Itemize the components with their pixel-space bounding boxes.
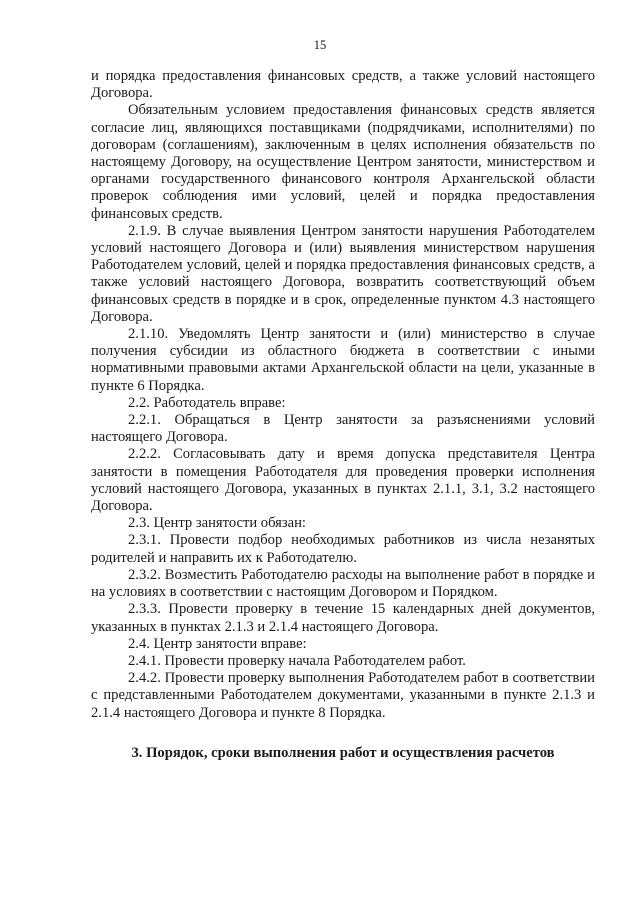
document-body bbox=[91, 68, 595, 762]
paragraph-clause-2-4-2: 2.4.2. Провести проверку выполнения Работодателем работ в соответствии с представленными Работодателем документами, указанными в пункте 2.1.3 и 2.1.4 настоящего Договора и пункте 8 Порядка. bbox=[91, 670, 595, 721]
page-number: 15 bbox=[313, 38, 327, 52]
paragraph-clause-2-2-1: 2.2.1. Обращаться в Центр занятости за разъяснениями условий настоящего Договора. bbox=[91, 412, 595, 446]
paragraph-clause-2-3: 2.3. Центр занятости обязан: bbox=[128, 515, 306, 532]
paragraph-clause-2-2: 2.2. Работодатель вправе: bbox=[128, 394, 286, 411]
paragraph-clause-2-3-1: 2.3.1. Провести подбор необходимых работников из числа незанятых родителей и направить их к Работодателю. bbox=[91, 532, 595, 566]
paragraph: и порядка предоставления финансовых средств, а также условий настоящего Договора. bbox=[91, 68, 595, 102]
paragraph-clause-2-2-2: 2.2.2. Согласовывать дату и время допуска представителя Центра занятости в помещения Работодателя для проведения проверки исполнения условий настоящего Договора, указанных в пунктах 2.1.1, 3.1, 3.2 настоящего Договора. bbox=[91, 446, 595, 515]
paragraph-clause-2-3-3: 2.3.3. Провести проверку в течение 15 календарных дней документов, указанных в пунктах 2.1.3 и 2.1.4 настоящего Договора. bbox=[91, 601, 595, 635]
paragraph-clause-2-4-1: 2.4.1. Провести проверку начала Работодателем работ. bbox=[128, 652, 466, 669]
paragraph-clause-2-1-10: 2.1.10. Уведомлять Центр занятости и (или) министерство в случае получения субсидии из областного бюджета в соответствии с иными нормативными правовыми актами Архангельской области на цели, указанные в пункте 6 Порядка. bbox=[91, 326, 595, 394]
paragraph: Обязательным условием предоставления финансовых средств является согласие лиц, являющихся поставщиками (подрядчиками, исполнителями) по договорам (соглашениям), заключенным в целях исполнения обязательств по настоящему Договору, на осуществление Центром занятости, министерством и органами государственного финансового контроля Архангельской области проверок соблюдения ими условий, целей и порядка предоставления финансовых средств. bbox=[91, 102, 595, 222]
paragraph-clause-2-4: 2.4. Центр занятости вправе: bbox=[128, 635, 307, 652]
paragraph-clause-2-1-9: 2.1.9. В случае выявления Центром занятости нарушения Работодателем условий настоящего Договора и (или) выявления министерством нарушения Работодателем условий, целей и порядка предоставления финансовых средств, а также условий настоящего Договора, возвратить соответствующий объем финансовых средств в порядке и в срок, определенные пунктом 4.3 настоящего Договора. bbox=[91, 222, 595, 325]
section-heading: 3. Порядок, сроки выполнения работ и осуществления расчетов bbox=[131, 744, 555, 761]
paragraph-clause-2-3-2: 2.3.2. Возместить Работодателю расходы на выполнение работ в порядке и на условиях в соответствии с настоящим Договором и Порядком. bbox=[91, 566, 595, 601]
